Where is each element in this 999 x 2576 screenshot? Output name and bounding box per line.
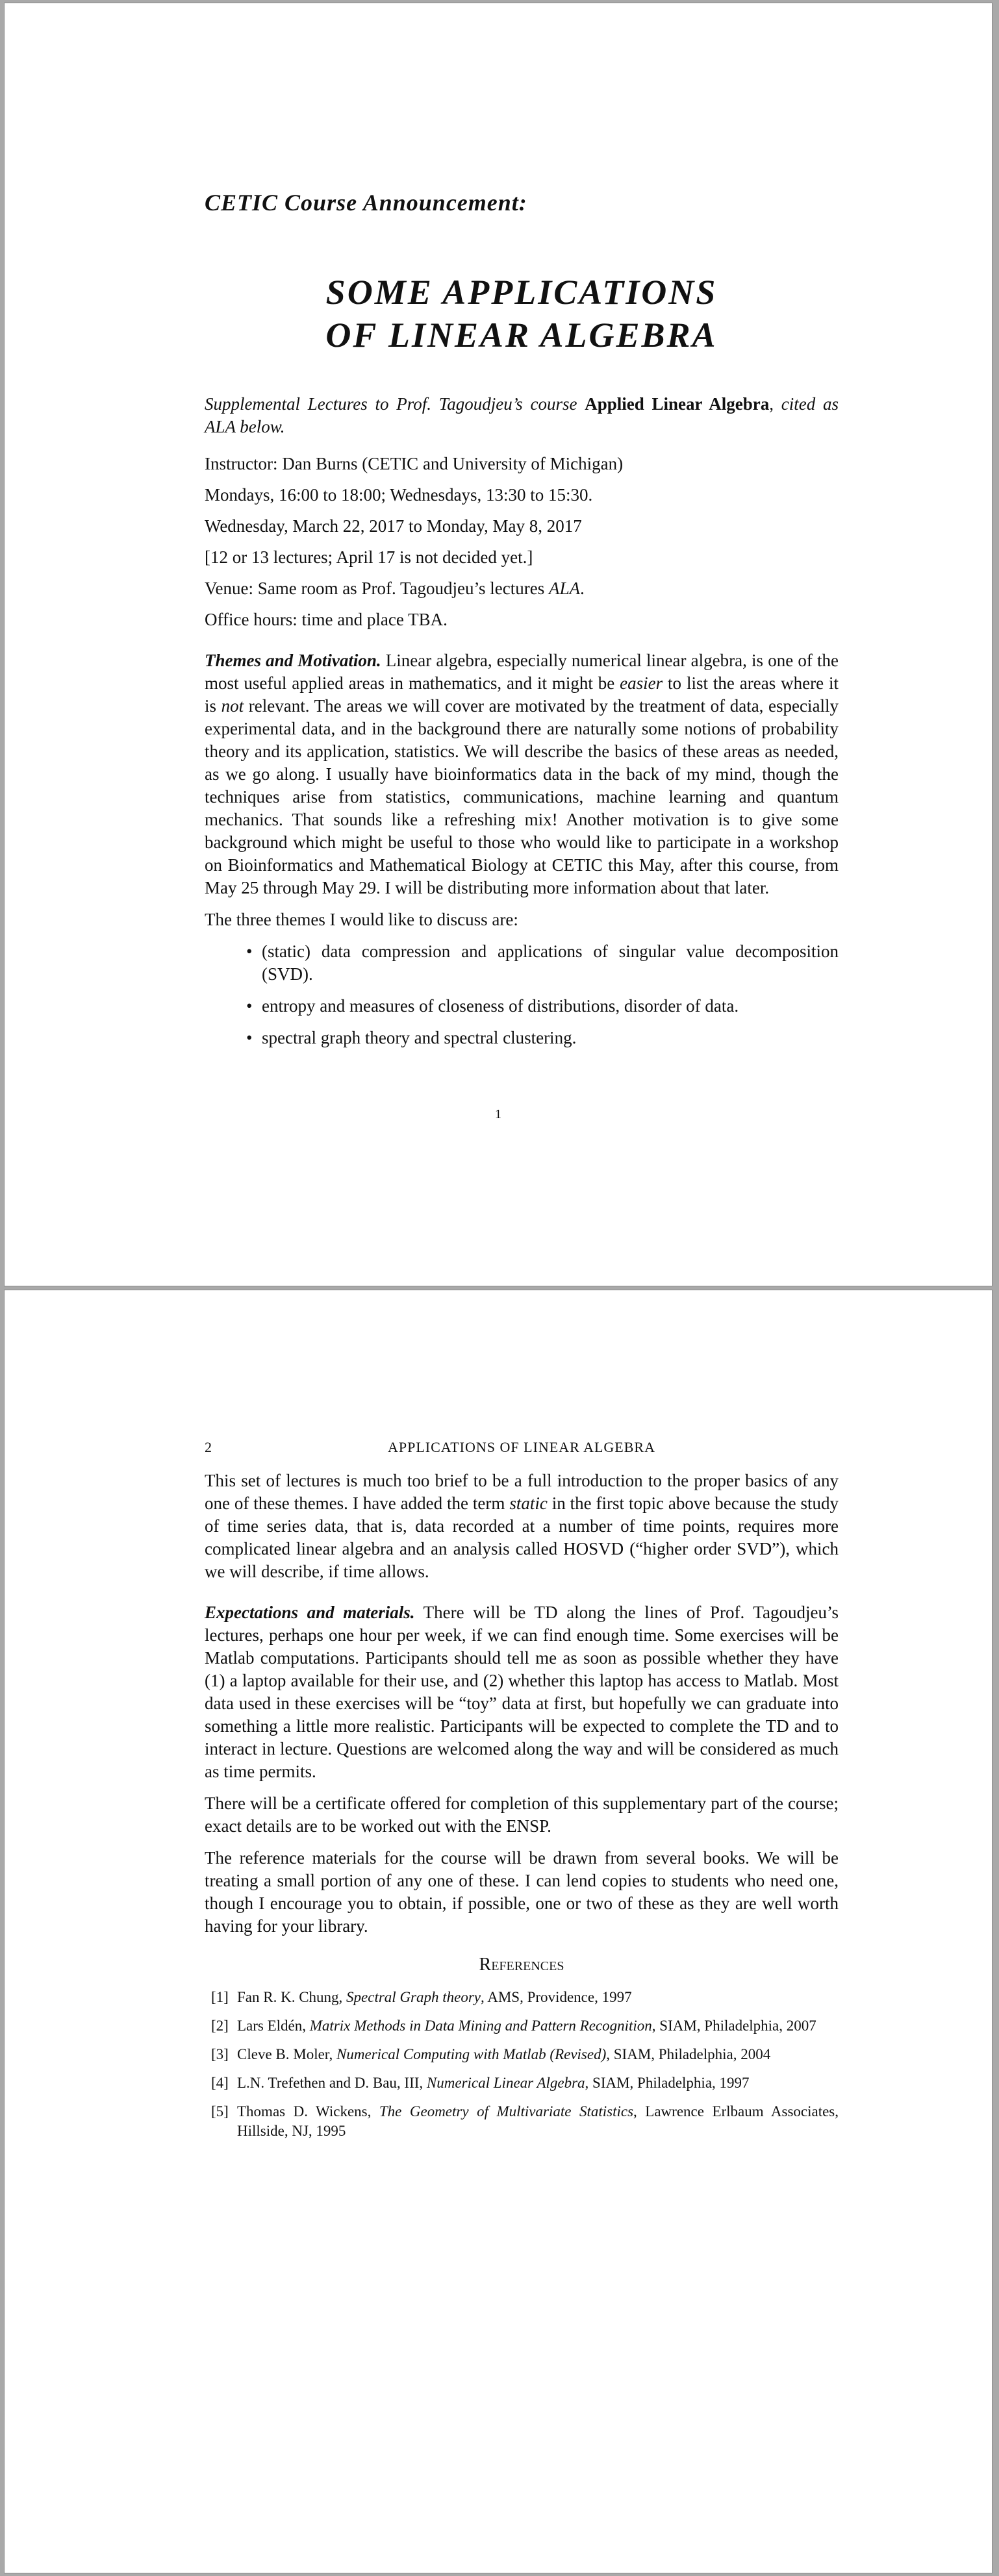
reference-number: [3] xyxy=(211,2046,229,2062)
instructor-line: Instructor: Dan Burns (CETIC and University of Michigan) xyxy=(205,454,624,473)
list-item xyxy=(205,1988,839,2007)
course-name: Applied Linear Algebra xyxy=(585,394,770,414)
three-themes-intro: The three themes I would like to discuss are: xyxy=(205,910,518,929)
reference-author: L.N. Trefethen and D. Bau, III, xyxy=(237,2075,427,2091)
reference-rest: , SIAM, Philadelphia, 2007 xyxy=(651,2018,816,2034)
venue-pre: Venue: Same room as Prof. Tagoudjeu’s lectures xyxy=(205,579,549,598)
para1-static: static xyxy=(509,1494,548,1513)
certificate-paragraph: There will be a certificate offered for completion of this supplementary part of the course; exact details are to be worked out with the ENSP. xyxy=(205,1794,839,1836)
list-item xyxy=(205,2073,839,2093)
reference-number: [2] xyxy=(211,2018,229,2034)
expectations-heading: Expectations and materials. xyxy=(205,1603,415,1622)
reference-rest: , SIAM, Philadelphia, 1997 xyxy=(585,2075,750,2091)
reference-title: Numerical Computing with Matlab (Revised) xyxy=(336,2046,607,2062)
page-2-content xyxy=(205,1436,839,2150)
venue-ala: ALA xyxy=(549,579,581,598)
intro-paragraph xyxy=(205,1469,839,1583)
page-1-content xyxy=(205,192,839,1058)
references-list xyxy=(205,1988,839,2141)
office-hours-line: Office hours: time and place TBA. xyxy=(205,610,448,629)
page-2 xyxy=(4,1290,993,2573)
document-title xyxy=(205,271,839,356)
expectations-text: There will be TD along the lines of Prof. Tagoudjeu’s lectures, perhaps one hour per week, if we can find enough time. Some exercises will be Matlab computations. Participants should tell me as soon as possible whether they have (1) a laptop available for their use, and (2) whether this laptop has access to Matlab. Most data used in these exercises will be “toy” data at first, but hopefully we can graduate into something a little more realistic. Participants will be expected to complete the TD and to interact in lecture. Questions are welcomed along the way and will be considered as much as time permits. xyxy=(205,1603,839,1781)
bullet-icon: • xyxy=(246,1028,253,1047)
themes-not: not xyxy=(221,696,244,716)
list-item xyxy=(205,2045,839,2064)
reference-rest: , Lawrence Erlbaum Associates, Hillside, NJ, 1995 xyxy=(237,2103,839,2139)
themes-heading: Themes and Motivation. xyxy=(205,651,381,670)
schedule-line: Mondays, 16:00 to 18:00; Wednesdays, 13:30 to 15:30. xyxy=(205,485,593,505)
reference-number: [5] xyxy=(211,2103,229,2120)
reference-title: The Geometry of Multivariate Statistics xyxy=(379,2103,634,2120)
supplemental-post: , cited as ALA below. xyxy=(205,394,839,436)
reference-author: Cleve B. Moler, xyxy=(237,2046,337,2062)
themes-list xyxy=(205,940,839,1049)
themes-text-3: relevant. The areas we will cover are motivated by the treatment of data, especially experimental data, and in the background there are naturally some notions of probability theory and its application, statistics. We will describe the basics of these areas as needed, as we go along. I usually have bioinformatics data in the back of my mind, though the techniques arise from statistics, communications, machine learning and quantum mechanics. That sounds like a refreshing mix! Another motivation is to give some background which might be useful to those who would like to participate in a workshop on Bioinformatics and Mathematical Biology at CETIC this May, after this course, from May 25 through May 29. I will be distributing more information about that later. xyxy=(205,696,839,897)
reference-number: [4] xyxy=(211,2075,229,2091)
reference-title: Matrix Methods in Data Mining and Pattern Recognition xyxy=(309,2018,652,2034)
reference-number: [1] xyxy=(211,1989,229,2005)
reference-author: Lars Eldén, xyxy=(237,2018,310,2034)
themes-text-1: Linear algebra, especially numerical linear algebra, is one of the most useful applied areas in mathematics, and it might be xyxy=(205,651,839,693)
dates-line: Wednesday, March 22, 2017 to Monday, May 8, 2017 xyxy=(205,516,582,536)
reference-rest: , AMS, Providence, 1997 xyxy=(481,1989,632,2005)
list-item xyxy=(246,995,839,1018)
reference-title: Spectral Graph theory xyxy=(346,1989,481,2005)
venue-post: . xyxy=(580,579,585,598)
references-heading: References xyxy=(479,1955,564,1975)
reference-rest: , SIAM, Philadelphia, 2004 xyxy=(606,2046,771,2062)
bullet-icon: • xyxy=(246,996,253,1016)
reference-author: Thomas D. Wickens, xyxy=(237,2103,379,2120)
themes-paragraph xyxy=(205,649,839,899)
expectations-paragraph xyxy=(205,1601,839,1783)
running-title: APPLICATIONS OF LINEAR ALGEBRA xyxy=(388,1439,655,1455)
page-number-2: 2 xyxy=(205,1439,212,1455)
supplemental-pre: Supplemental Lectures to Prof. Tagoudjeu’s course xyxy=(205,394,585,414)
theme-bullet-3: spectral graph theory and spectral clustering. xyxy=(262,1028,577,1047)
lectures-line: [12 or 13 lectures; April 17 is not decided yet.] xyxy=(205,547,533,567)
list-item xyxy=(205,2016,839,2036)
title-line-2: OF LINEAR ALGEBRA xyxy=(325,316,718,355)
list-item xyxy=(246,940,839,986)
themes-easier: easier xyxy=(620,673,663,693)
para1-b: in the first topic above because the study of time series data, that is, data recorded at a number of time points, requires more complicated linear algebra and an analysis called HOSVD (“higher order SVD”), which we will describe, if time allows. xyxy=(205,1494,839,1581)
page-number-1: 1 xyxy=(495,1107,501,1121)
bullet-icon: • xyxy=(246,942,253,961)
running-header xyxy=(205,1436,839,1462)
title-line-1: SOME APPLICATIONS xyxy=(325,273,718,312)
reference-author: Fan R. K. Chung, xyxy=(237,1989,347,2005)
list-item xyxy=(205,2102,839,2141)
themes-text-2: to list the areas where it is xyxy=(205,673,839,716)
theme-bullet-2: entropy and measures of closeness of distributions, disorder of data. xyxy=(262,996,739,1016)
reference-materials-paragraph: The reference materials for the course will be drawn from several books. We will be treating a small portion of any one of these. I can lend copies to students who need one, though I encourage you to obtain, if possible, one or two of these as they are well worth having for your library. xyxy=(205,1848,839,1936)
theme-bullet-1: (static) data compression and applications of singular value decomposition (SVD). xyxy=(262,942,839,984)
page-1 xyxy=(4,3,993,1286)
announcement-kicker: CETIC Course Announcement: xyxy=(205,190,527,216)
reference-title: Numerical Linear Algebra xyxy=(426,2075,585,2091)
venue-line xyxy=(205,577,839,600)
para1-a: This set of lectures is much too brief to be a full introduction to the proper basics of any one of these themes. I have added the term xyxy=(205,1471,839,1513)
list-item xyxy=(246,1027,839,1049)
supplemental-note xyxy=(205,393,839,438)
